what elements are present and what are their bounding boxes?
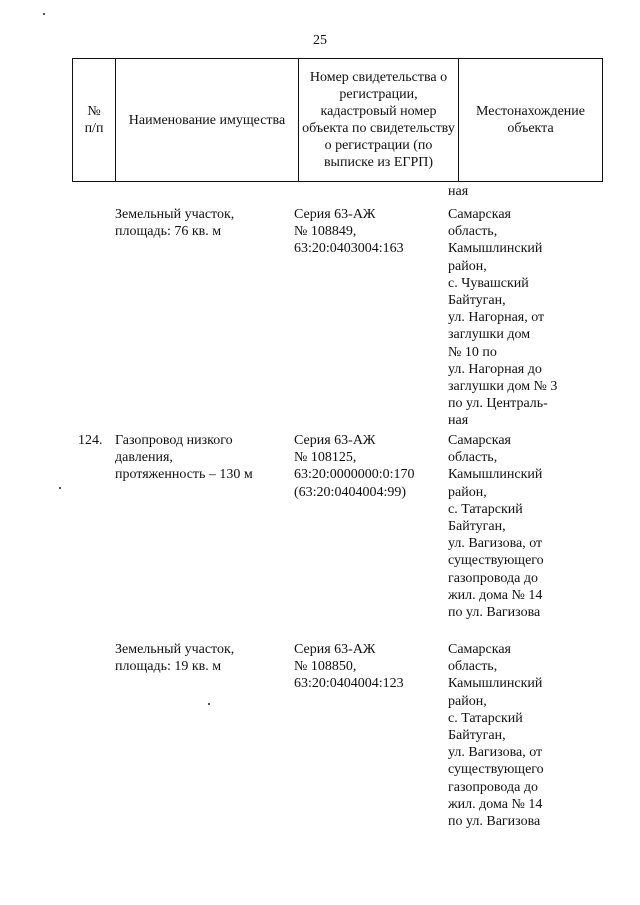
object-location: Самарская область, Камышлинский район, с. Татарский Байтуган, ул. Вагизова, от существующего газопровода до жил. дома № 14 по ул. Вагизова <box>448 433 544 621</box>
scan-speck <box>43 13 45 15</box>
property-name: Газопровод низкого давления, протяженность – 130 м <box>115 433 253 483</box>
certificate-number: Серия 63-АЖ № 108849, 63:20:0403004:163 <box>294 207 404 257</box>
certificate-number: Серия 63-АЖ № 108850, 63:20:0404004:123 <box>294 642 404 692</box>
object-location: Самарская область, Камышлинский район, с. Чувашский Байтуган, ул. Нагорная, от заглушки дом № 10 по ул. Нагорная до заглушки дом № 3 по ул. Централь- ная <box>448 207 558 429</box>
location-continuation: ная <box>448 184 469 199</box>
header-number: № п/п <box>73 59 116 182</box>
object-location: Самарская область, Камышлинский район, с. Татарский Байтуган, ул. Вагизова, от существующего газопровода до жил. дома № 14 по ул. Вагизова <box>448 642 544 830</box>
header-certificate: Номер свидетельства о регистрации, кадастровый номер объекта по свидетельству о регистрации (по выписке из ЕГРП) <box>299 59 459 182</box>
certificate-number: Серия 63-АЖ № 108125, 63:20:0000000:0:170 (63:20:0404004:99) <box>294 433 415 500</box>
property-name: Земельный участок, площадь: 19 кв. м <box>115 642 235 675</box>
header-location: Местонахождение объекта <box>459 59 603 182</box>
scan-speck <box>208 703 210 705</box>
row-number: 124. <box>78 433 103 448</box>
table-header <box>72 58 603 182</box>
page-number: 25 <box>313 33 327 48</box>
header-property-name: Наименование имущества <box>116 59 299 182</box>
scan-speck <box>59 487 61 489</box>
property-name: Земельный участок, площадь: 76 кв. м <box>115 207 235 240</box>
